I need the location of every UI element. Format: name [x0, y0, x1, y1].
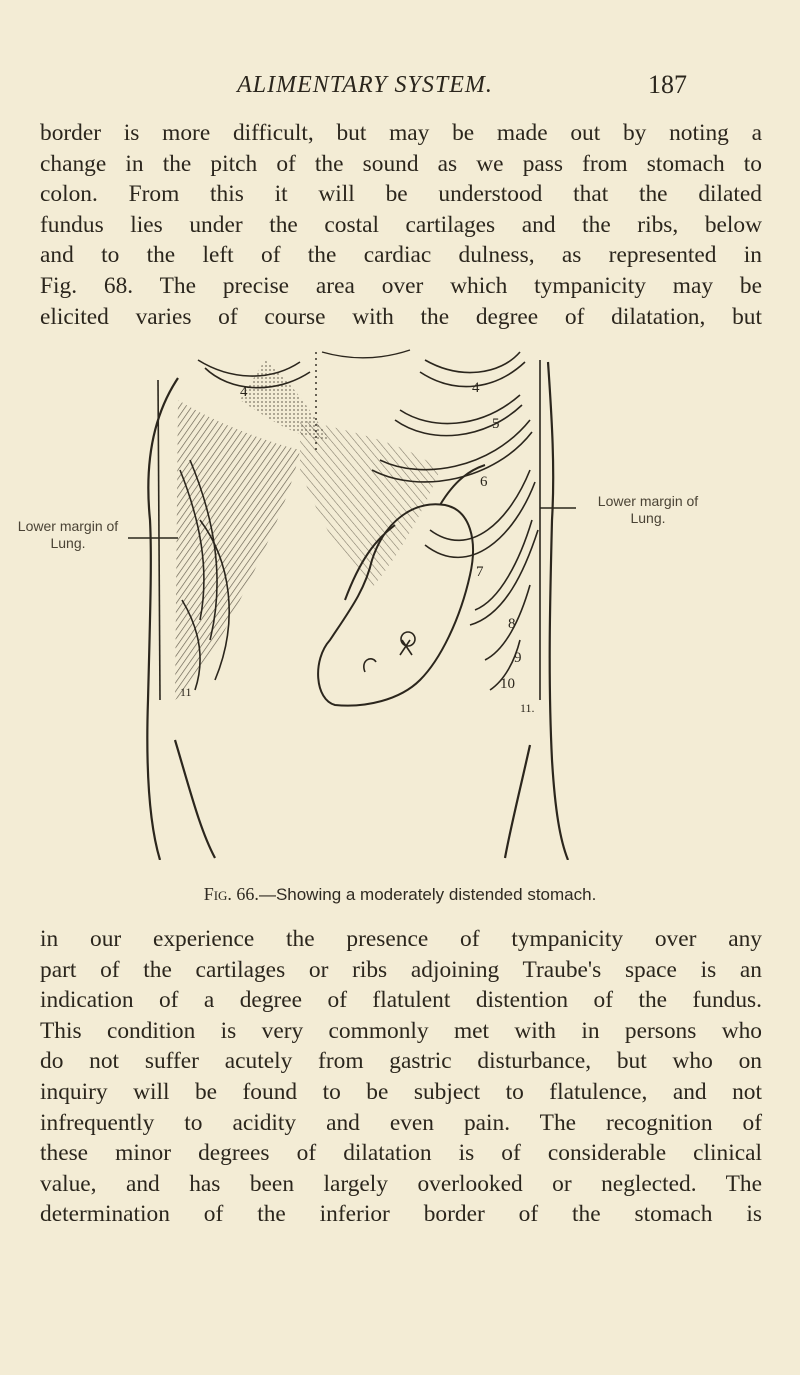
anatomy-figure [0, 340, 800, 860]
caption-text: —Showing a moderately distended stomach. [258, 885, 597, 904]
paragraph-top [40, 118, 762, 332]
rib-number: 4 [472, 380, 480, 396]
text-line: colon. From this it will be understood that the dilated [40, 181, 762, 208]
text-line: This condition is very commonly met with in persons who [40, 1017, 762, 1044]
text-line: do not suffer acutely from gastric disturbance, but who on [40, 1048, 762, 1075]
running-head: ALIMENTARY SYSTEM. [237, 72, 493, 98]
text-line: indication of a degree of flatulent distention of the fundus. [40, 987, 762, 1014]
text-line: fundus lies under the costal cartilages and the ribs, below [40, 211, 762, 238]
paragraph-bottom [40, 924, 762, 1230]
text-line: elicited varies of course with the degree of dilatation, but [40, 303, 762, 330]
label-lower-margin-lung-left [8, 518, 128, 552]
text-line: and to the left of the cardiac dulness, as represented in [40, 242, 762, 269]
text-line: in our experience the presence of tympanicity over any [40, 926, 762, 952]
label-lower-margin-lung-right [578, 493, 718, 527]
rib-number: 7 [476, 564, 484, 580]
rib-number: 11. [520, 701, 535, 715]
rib-number: 8 [508, 616, 516, 632]
rib-number: 11 [180, 685, 192, 699]
rib-number: 9 [514, 650, 522, 666]
text-line: inquiry will be found to be subject to flatulence, and not [40, 1078, 762, 1105]
text-line: value, and has been largely overlooked or neglected. The [40, 1170, 762, 1197]
text-line: Fig. 68. The precise area over which tympanicity may be [40, 272, 762, 299]
text-line: determination of the inferior border of the stomach is [40, 1201, 762, 1228]
text-line: these minor degrees of dilatation is of considerable clinical [40, 1140, 762, 1167]
rib-number: 5 [492, 416, 500, 432]
rib-number: 10 [500, 676, 515, 692]
label-line: Lower margin of [17, 518, 119, 534]
label-line: Lower margin of [597, 493, 699, 509]
text-line: border is more difficult, but may be made out by noting a [40, 120, 762, 146]
text-line: change in the pitch of the sound as we pass from stomach to [40, 150, 762, 177]
label-line: Lung. [630, 510, 666, 526]
label-line: Lung. [50, 535, 86, 551]
figure-caption [0, 884, 800, 905]
rib-number: 6 [480, 474, 488, 490]
rib-number: 4 [240, 384, 248, 400]
caption-fig-number: Fig. 66. [203, 884, 259, 904]
text-line: part of the cartilages or ribs adjoining Traube's space is an [40, 956, 762, 983]
page-number: 187 [648, 70, 687, 99]
text-line: infrequently to acidity and even pain. The recognition of [40, 1109, 762, 1136]
